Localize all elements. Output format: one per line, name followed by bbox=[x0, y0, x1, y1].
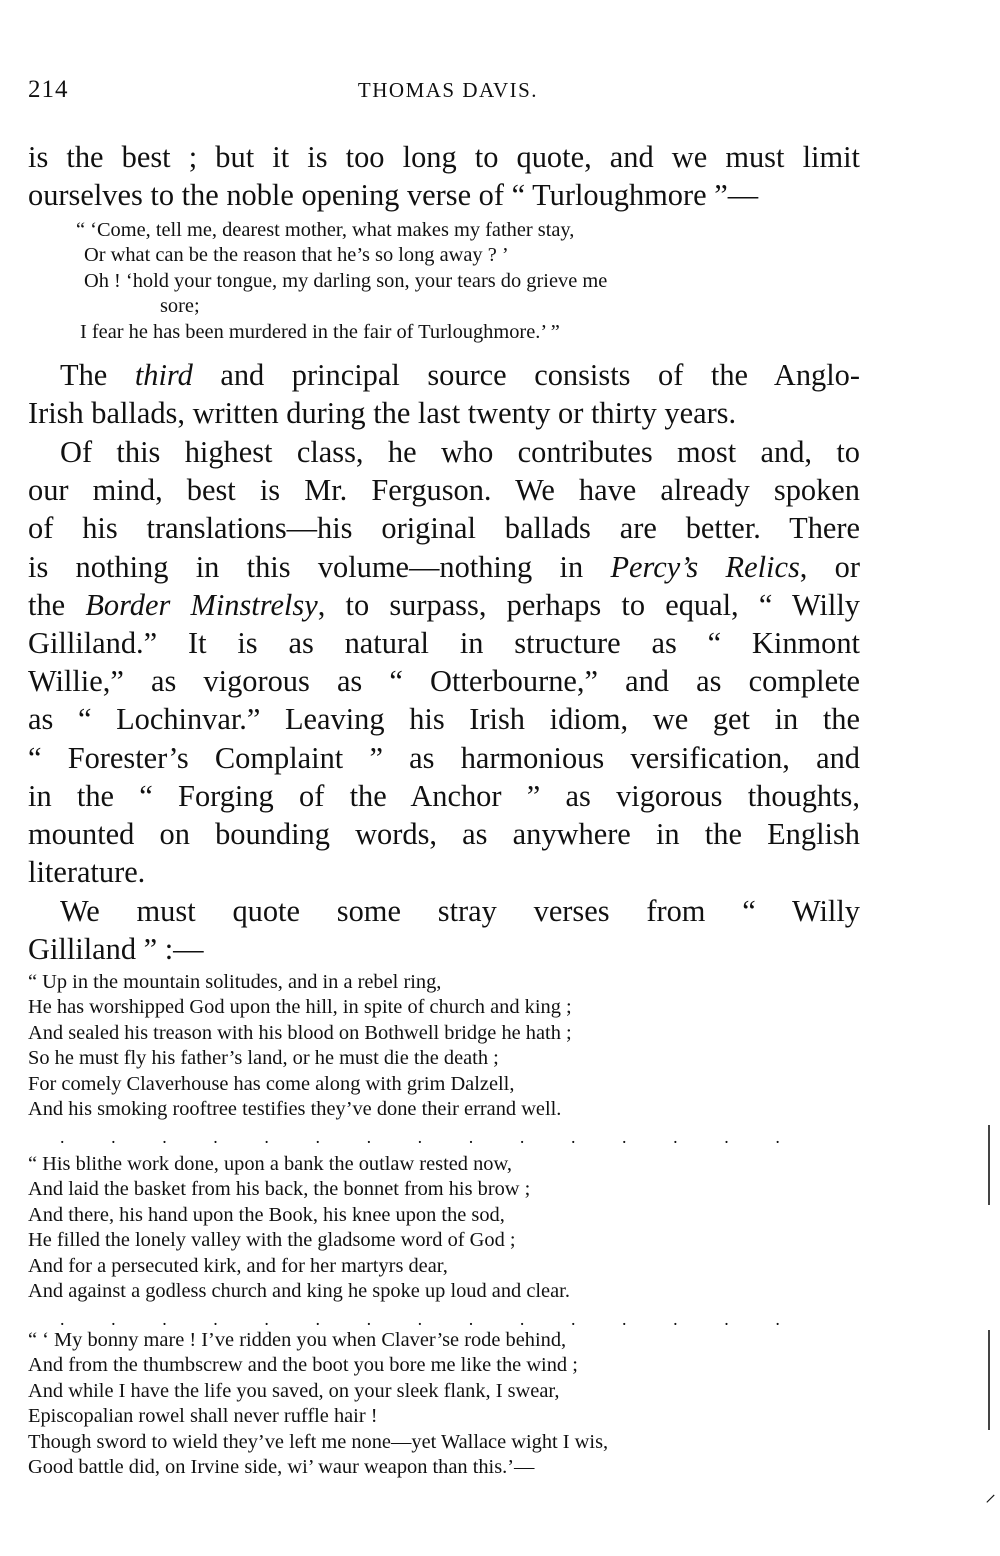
running-title: THOMAS DAVIS. bbox=[357, 78, 539, 102]
verse-line: sore; bbox=[160, 295, 200, 318]
text-line: of his translations—his original ballads are better. There bbox=[28, 511, 860, 546]
paragraph-4 bbox=[28, 892, 860, 968]
verse-line: Though sword to wield they’ve left me none—yet Wallace wight I wis, bbox=[28, 1430, 609, 1453]
verse-line: “ ‘Come, tell me, dearest mother, what makes my father stay, bbox=[76, 219, 575, 241]
verse-line: And against a godless church and king he spoke up loud and clear. bbox=[28, 1279, 570, 1302]
text-line: mounted on bounding words, as anywhere in the English bbox=[28, 816, 860, 851]
text-line: “ Forester’s Complaint ” as harmonious versification, and bbox=[28, 740, 860, 775]
stanza-3 bbox=[28, 1328, 868, 1480]
page-number: 214 bbox=[28, 76, 69, 103]
verse-line: Oh ! ‘hold your tongue, my darling son, your tears do grieve me bbox=[84, 269, 608, 292]
margin-rule bbox=[988, 1330, 990, 1430]
text-line: The third and principal source consists of the Anglo- bbox=[60, 358, 860, 392]
verse-line: And his smoking rooftree testifies they’ve done their errand well. bbox=[28, 1097, 562, 1120]
verse-line: He filled the lonely valley with the gladsome word of God ; bbox=[28, 1229, 516, 1252]
verse-line: Or what can be the reason that he’s so long away ? ’ bbox=[84, 244, 509, 267]
text-line: Of this highest class, he who contributes most and, to bbox=[60, 435, 860, 469]
margin-rule bbox=[988, 1125, 990, 1205]
paragraph-3 bbox=[28, 433, 860, 891]
verse-line: Good battle did, on Irvine side, wi’ waur weapon than this.’— bbox=[28, 1455, 535, 1478]
stanza-1 bbox=[28, 970, 868, 1122]
stanza-2 bbox=[28, 1152, 868, 1304]
verse-line: He has worshipped God upon the hill, in spite of church and king ; bbox=[28, 996, 572, 1019]
verse-line: So he must fly his father’s land, or he must die the death ; bbox=[28, 1047, 499, 1070]
text-line: literature. bbox=[28, 855, 146, 890]
italic-term: third bbox=[134, 358, 193, 392]
verse-line: “ Up in the mountain solitudes, and in a rebel ring, bbox=[28, 971, 442, 993]
verse-line: I fear he has been murdered in the fair of Turloughmore.’ ” bbox=[80, 320, 560, 343]
text-line: We must quote some stray verses from “ Willy bbox=[60, 894, 860, 928]
text-line: ourselves to the noble opening verse of “ Turloughmore ”— bbox=[28, 178, 759, 213]
text-line: our mind, best is Mr. Ferguson. We have already spoken bbox=[28, 473, 860, 508]
paragraph-2 bbox=[28, 356, 860, 432]
verse-line: “ His blithe work done, upon a bank the outlaw rested now, bbox=[28, 1153, 512, 1175]
italic-term: Percy’s Relics bbox=[610, 549, 800, 584]
text-line: Gilliland.” It is as natural in structure as “ Kinmont bbox=[28, 625, 860, 660]
page-header bbox=[28, 76, 868, 110]
stanza-break: . . . . . . . . . . . . . . . bbox=[60, 1309, 780, 1329]
text-line: Gilliland ” :— bbox=[28, 932, 204, 967]
verse-line: Episcopalian rowel shall never ruffle hair ! bbox=[28, 1405, 378, 1428]
verse-line: “ ‘ My bonny mare ! I’ve ridden you when Claver’se rode behind, bbox=[28, 1329, 567, 1351]
verse-line: And for a persecuted kirk, and for her martyrs dear, bbox=[28, 1254, 448, 1277]
text-line: Irish ballads, written during the last twenty or thirty years. bbox=[28, 396, 737, 431]
text-line: Willie,” as vigorous as “ Otterbourne,” and as complete bbox=[28, 664, 860, 699]
verse-line: And from the thumbscrew and the boot you bore me like the wind ; bbox=[28, 1354, 578, 1377]
verse-line: And sealed his treason with his blood on Bothwell bridge he hath ; bbox=[28, 1021, 572, 1044]
verse-line: And laid the basket from his back, the bonnet from his brow ; bbox=[28, 1178, 531, 1201]
verse-line: And while I have the life you saved, on your sleek flank, I swear, bbox=[28, 1379, 560, 1402]
paragraph-1 bbox=[28, 138, 860, 214]
text-line: as “ Lochinvar.” Leaving his Irish idiom, we get in the bbox=[28, 702, 860, 737]
stanza-break: . . . . . . . . . . . . . . . bbox=[60, 1127, 780, 1147]
text-line: in the “ Forging of the Anchor ” as vigorous thoughts, bbox=[28, 778, 860, 813]
margin-mark-icon: ⸝ bbox=[984, 1481, 996, 1506]
verse-turloughmore bbox=[28, 218, 868, 345]
text-line: is the best ; but it is too long to quote, and we must limit bbox=[28, 140, 860, 174]
text-line: the Border Minstrelsy, to surpass, perhaps to equal, “ Willy bbox=[28, 587, 860, 622]
verse-line: And there, his hand upon the Book, his knee upon the sod, bbox=[28, 1203, 505, 1226]
text-line: is nothing in this volume—nothing in Percy’s Relics, or bbox=[28, 549, 860, 584]
italic-term: Border Minstrelsy bbox=[85, 587, 318, 622]
verse-line: For comely Claverhouse has come along with grim Dalzell, bbox=[28, 1072, 515, 1095]
